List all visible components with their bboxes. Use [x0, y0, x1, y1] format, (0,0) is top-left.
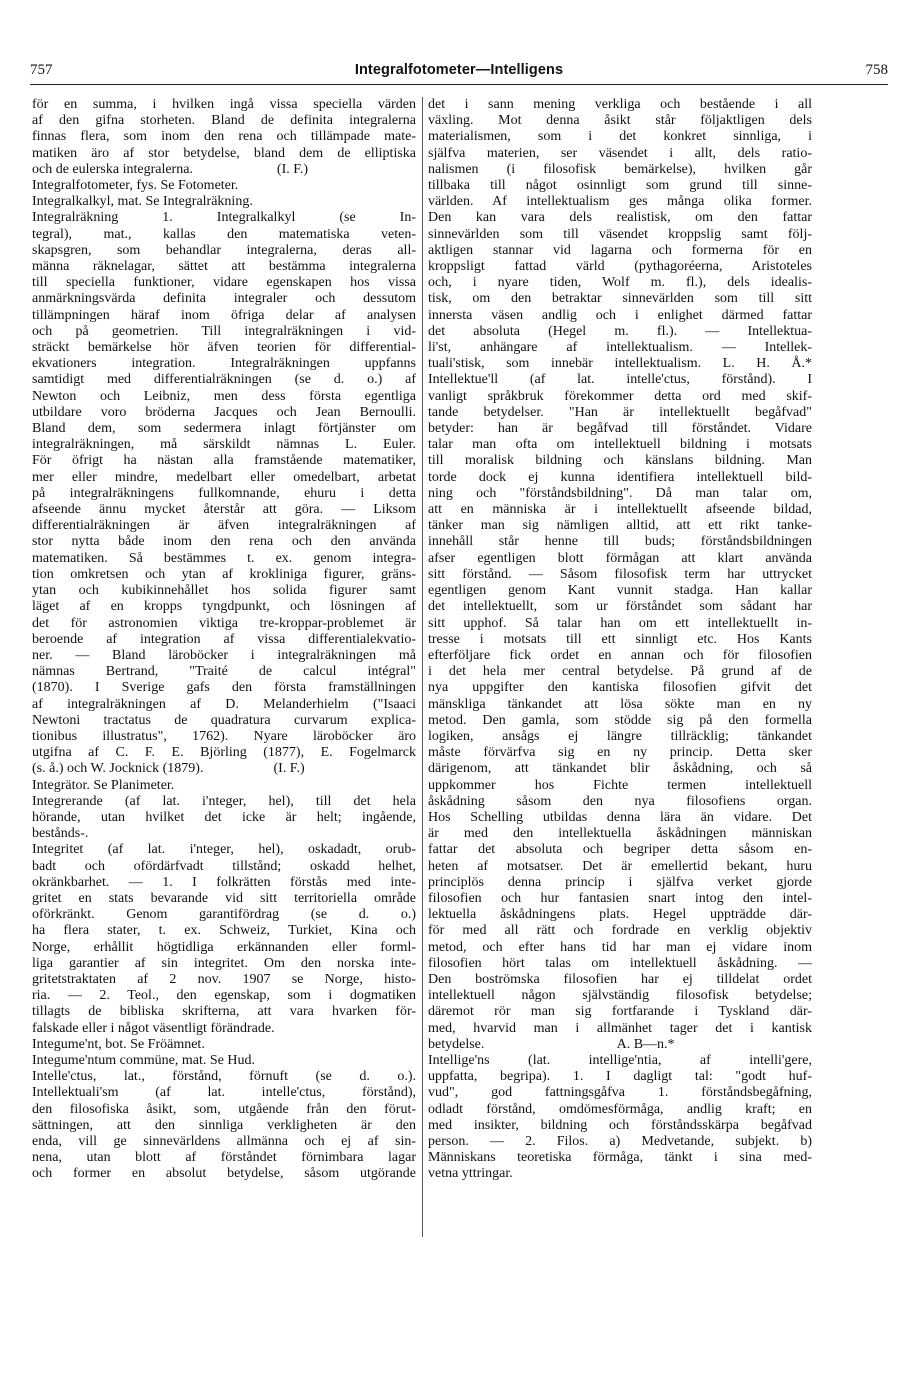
- text-line: vud", god fattningsgåfva 1. förståndsbegåfning,: [428, 1085, 812, 1101]
- text-line: betyder: han är begåfvad till förståndet. Vidare: [428, 421, 812, 437]
- text-line: och på geometrien. Till integralräkningen i vid-: [32, 323, 416, 339]
- text-line: Bland dem, som sedermera inlagt förtjänster om: [32, 421, 416, 437]
- text-line: däremot rör man sig fortfarande i Tyskland där-: [428, 1004, 812, 1020]
- text-line: åskådning såsom den nya filosofiens organ.: [428, 793, 812, 809]
- text-line: tionibus illustratus", 1762). Nyare läroböcker äro: [32, 728, 416, 744]
- text-line: af integralräkningen af D. Melanderhielm ("Isaaci: [32, 696, 416, 712]
- text-line: den filosofiska åsikt, som, utgående från den förut-: [32, 1101, 416, 1117]
- text-line: (s. å.) och W. Jocknick (1879). (I. F.): [32, 761, 305, 777]
- text-line: nya uppgifter den kantiska filosofien gifvit det: [428, 680, 812, 696]
- text-line: samtidigt med differentialräkningen (se d. o.) af: [32, 372, 416, 388]
- text-line: efterföljare fick ordet en annan och för filosofien: [428, 647, 812, 663]
- page-number-right: 758: [865, 62, 888, 78]
- text-line: enda, vill ge sinnevärldens allmänna och ej af sin-: [32, 1134, 416, 1149]
- text-line: med, hvarvid man i allmänhet tager det i kantisk: [428, 1020, 812, 1036]
- text-line: tande betydelser. "Han är intellektuellt begåfvad": [428, 404, 812, 420]
- text-line: afseende ännu mycket återstår att göra. — Liksom: [32, 502, 416, 518]
- text-line: med insikter, bildning och förståndsskärpa begåfvad: [428, 1117, 812, 1133]
- text-line: metod, och efter hans tid har man ej vidare inom: [428, 939, 812, 955]
- text-line: utgifna af C. F. E. Björling (1877), E. Fogelmarck: [32, 745, 416, 761]
- running-header: [30, 62, 888, 85]
- text-line: Integritet (af lat. i'nteger, hel), oskadadt, orub-: [32, 842, 416, 858]
- text-line: oförkränkt. Genom garantifördrag (se d. o.): [32, 907, 416, 923]
- text-line: nena, utan blott af förståndet förnimbara lagar: [32, 1150, 416, 1166]
- text-line: sättningen, att den sinnliga verkligheten är den: [32, 1117, 416, 1133]
- text-line: i det hela mer central betydelse. På grund af de: [428, 664, 812, 680]
- text-line: filosofien och hur fantasien snart intog den intel-: [428, 890, 812, 906]
- text-line: För öfrigt ha nästan alla framstående matematiker,: [32, 453, 416, 469]
- text-line: tegral), mat., kallas den matematiska veten-: [32, 226, 416, 242]
- text-line: matiken äro af stor betydelse, bland dem de elliptiska: [32, 145, 416, 161]
- text-line: anmärkningsvärda definita integraler och dessutom: [32, 291, 416, 307]
- text-line: gritet en stats bevarande vid sitt territoriella område: [32, 890, 416, 906]
- text-line: sitt förstånd. — Såsom filosofisk term har uttrycket: [428, 566, 812, 582]
- text-line: skapsgren, som behandlar integralerna, deras all-: [32, 242, 416, 258]
- text-line: själfva materien, ser väsendet i allt, dels ratio-: [428, 145, 812, 161]
- text-line: Den boströmska filosofien har ej tilldelat ordet: [428, 971, 812, 987]
- text-line: ekvationers integration. Integralräkningen uppfanns: [32, 356, 416, 372]
- text-line: tillämpningen häraf inom öfriga delar af analysen: [32, 307, 416, 323]
- text-line: Norge, erhållit högtidliga erkännanden eller forml-: [32, 939, 416, 955]
- text-line: mer eller mindre, medelbart eller omedelbart, arbetat: [32, 469, 416, 485]
- text-line: ning och "förståndsbildning". Då man talar om,: [428, 485, 812, 501]
- text-line: Integume'nt, bot. Se Fröämnet.: [32, 1036, 205, 1052]
- text-line: materialismen, som i det konkret sinnliga, i: [428, 129, 812, 145]
- text-line: lektuella åskådningens plats. Hegel uppträdde där-: [428, 907, 812, 923]
- text-line: att en människa är i intellektuellt afseende bildad,: [428, 502, 812, 518]
- text-line: Intelle'ctus, lat., förstånd, förnuft (se d. o.).: [32, 1069, 416, 1085]
- text-line: ha flera stater, t. ex. Schweiz, Turkiet, Kina och: [32, 923, 416, 939]
- text-line: vetna yttringar.: [428, 1166, 513, 1182]
- text-line: det intellektuellt, som ur förståndet som sådant har: [428, 599, 812, 615]
- text-line: integralräkningen, må särskildt nämnas L. Euler.: [32, 437, 416, 453]
- text-line: innersta väsen andlig och i enlighet därmed fattar: [428, 307, 812, 323]
- text-line: för en summa, i hvilken ingå vissa speciella värden: [32, 97, 416, 112]
- text-line: växling. Mot denna åsikt står följaktligen dels: [428, 113, 812, 129]
- text-line: filosofien hört talas om intellektuell åskådning. —: [428, 955, 812, 971]
- column-divider: [422, 97, 423, 1237]
- text-line: liga garantier af sin integritet. Om den norska inte-: [32, 955, 416, 971]
- text-line: är med den intellektuella åskådningen människan: [428, 826, 812, 842]
- text-line: tuali'stisk, som innebär intellektualism. L. H. Å.*: [428, 356, 812, 372]
- text-line: till speciella funktioner, vidare egenskapen hos vissa: [32, 275, 416, 291]
- text-line: talar man ofta om intellektuell bildning i motsats: [428, 437, 812, 453]
- text-line: betydelse. A. B—n.*: [428, 1036, 675, 1052]
- text-line: tisk, om den betraktar sinnevärlden som till sitt: [428, 291, 812, 307]
- text-line: tresse i motsats till ett sinnligt etc. Hos Kants: [428, 631, 812, 647]
- text-line: Integume'ntum commüne, mat. Se Hud.: [32, 1052, 255, 1068]
- text-line: heten af motsatser. Det är emellertid bekant, huru: [428, 858, 812, 874]
- text-line: ria. — 2. Teol., den egenskap, som i dogmatiken: [32, 988, 416, 1004]
- text-line: innehåll står henne till buds; förståndsbildningen: [428, 534, 812, 550]
- text-line: logiken, ansågs ej längre tillräcklig; tänkandet: [428, 728, 812, 744]
- text-line: Hos Schelling utbildas denna lära än vidare. Det: [428, 809, 812, 825]
- text-line: utbildare voro bröderna Jacques och Jean Bernoulli.: [32, 404, 416, 420]
- text-line: uppfatta, begripa). 1. I dagligt tal: "godt huf-: [428, 1069, 812, 1085]
- text-line: af den gifna storheten. Bland de definita integralerna: [32, 113, 416, 129]
- text-line: matematiken. Så bestämmes t. ex. genom integra-: [32, 550, 416, 566]
- text-line: Den kan vara dels realistisk, om den fattar: [428, 210, 812, 226]
- text-line: beroende af integration af vissa differentialekvatio-: [32, 631, 416, 647]
- text-line: ytan och kubikinnehållet hos solida figurer samt: [32, 583, 416, 599]
- text-line: Intellektuali'sm (af lat. intelle'ctus, förstånd),: [32, 1085, 416, 1101]
- text-line: Människans teoretiska förmåga, tänkt i sina med-: [428, 1150, 812, 1166]
- text-line: nalismen (i filosofisk bemärkelse), hvilken går: [428, 161, 812, 177]
- right-column: [428, 97, 812, 1183]
- text-line: nämnas Bertrand, "Traité de calcul intégral": [32, 664, 416, 680]
- text-line: vanligt språkbruk förekommer detta ord med skif-: [428, 388, 812, 404]
- text-line: det för astronomien viktiga tre-kroppar-problemet är: [32, 615, 416, 631]
- text-line: aktligen stannar vid lagarna och formerna för en: [428, 242, 812, 258]
- text-line: (1870). I Sverige gafs den första framställningen: [32, 680, 416, 696]
- text-line: intellektuell någon självständig filosofisk betydelse;: [428, 988, 812, 1004]
- text-line: finnas flera, som inom den rena och tillämpade mate-: [32, 129, 416, 145]
- text-line: Integralkalkyl, mat. Se Integralräkning.: [32, 194, 253, 210]
- text-line: tion omkretsen och ytan af krokliniga figurer, gräns-: [32, 566, 416, 582]
- text-line: bestånds-.: [32, 826, 89, 842]
- text-line: li'st, anhängare af intellektualism. — Intellek-: [428, 340, 812, 356]
- text-line: ner. — Bland läroböcker i integralräkningen må: [32, 647, 416, 663]
- text-line: kroppsligt fattad värld (pythagoréerna, Aristoteles: [428, 259, 812, 275]
- text-line: läget af en kropps tyngdpunkt, och lösningen af: [32, 599, 416, 615]
- text-line: världen. Af intellektualism ges många olika former.: [428, 194, 812, 210]
- text-line: falskade eller i något väsentligt förändrade.: [32, 1020, 275, 1036]
- text-line: sitt upphof. Så talar han om ett intellektuellt in-: [428, 615, 812, 631]
- text-line: för med all rätt och fordrade en verklig objektiv: [428, 923, 812, 939]
- text-line: Newton och Leibniz, men dess första egentliga: [32, 388, 416, 404]
- text-line: torde dock ej kunna identifiera intellektuell bild-: [428, 469, 812, 485]
- text-line: mänskliga tänkandet att lösa sökte man en ny: [428, 696, 812, 712]
- text-line: det i sann mening verkliga och bestående i all: [428, 97, 812, 112]
- text-line: Intellige'ns (lat. intellige'ntia, af intelli'gere,: [428, 1052, 812, 1068]
- text-line: differentialräkningen är äfven integralräkningen af: [32, 518, 416, 534]
- text-line: Integralfotometer, fys. Se Fotometer.: [32, 178, 239, 194]
- text-line: fattar det absoluta och begriper detta såsom en-: [428, 842, 812, 858]
- text-line: hörande, utan hvilket det icke är helt; ingående,: [32, 809, 416, 825]
- text-line: Newtoni tractatus de quadratura curvarum explica-: [32, 712, 416, 728]
- text-line: Integrerande (af lat. i'nteger, hel), till det hela: [32, 793, 416, 809]
- text-line: det absoluta (Hegel m. fl.). — Intellektua-: [428, 323, 812, 339]
- text-line: Integrätor. Se Planimeter.: [32, 777, 175, 793]
- text-line: tillagts de bibliska skrifterna, att vara hvarken för-: [32, 1004, 416, 1020]
- text-line: och former en absolut betydelse, såsom utgörande: [32, 1166, 416, 1182]
- text-line: gritetstraktaten af 2 nov. 1907 se Norge, histo-: [32, 971, 416, 987]
- text-line: till moralisk bildning och känslans bildning. Man: [428, 453, 812, 469]
- text-line: okränkbarhet. — 1. I folkrätten förstås med inte-: [32, 874, 416, 890]
- text-line: tillbaka till något osinnligt som grund till sinne-: [428, 178, 812, 194]
- text-line: sträckt bemärkelse hör äfven teorien för differential-: [32, 340, 416, 356]
- text-line: männa räknelagar, sättet att bestämma integralerna: [32, 259, 416, 275]
- text-line: stor nytta både inom den rena och den använda: [32, 534, 416, 550]
- text-line: odladt förstånd, omdömesförmåga, andlig kraft; en: [428, 1101, 812, 1117]
- text-line: och, i nyare tiden, Wolf m. fl.), dels idealis-: [428, 275, 812, 291]
- left-column: [32, 97, 416, 1183]
- running-title: Integralfotometer—Intelligens: [354, 62, 564, 78]
- text-line: på integralräkningens fullkomnande, ehuru i detta: [32, 485, 416, 501]
- text-line: tänker man sig nämligen alltid, att ett rikt tanke-: [428, 518, 812, 534]
- text-line: egentligen genom Kant vunnit stadga. Han kallar: [428, 583, 812, 599]
- text-line: måste förvärfva sig en ny princip. Detta sker: [428, 745, 812, 761]
- text-line: principlös denna princip i själfva verket gjorde: [428, 874, 812, 890]
- text-line: Intellektue'll (af lat. intelle'ctus, förstånd). I: [428, 372, 812, 388]
- text-line: och de eulerska integralerna. (I. F.): [32, 161, 309, 177]
- text-line: uppkommer hos Fichte termen intellektuell: [428, 777, 812, 793]
- text-line: därigenom, att tänkandet blir åskådning, och så: [428, 761, 812, 777]
- text-line: person. — 2. Filos. a) Medvetande, subjekt. b): [428, 1134, 812, 1149]
- page-number-left: 757: [30, 62, 53, 78]
- text-line: afser egentligen blott förmågan att klart använda: [428, 550, 812, 566]
- text-line: metod. Den gamla, som stödde sig på den formella: [428, 712, 812, 728]
- text-line: sinnevärlden som till väsendet kroppslig samt följ-: [428, 226, 812, 242]
- text-line: badt och ofördärfvadt tillstånd; oskadd helhet,: [32, 858, 416, 874]
- text-line: Integralräkning 1. Integralkalkyl (se In-: [32, 210, 416, 226]
